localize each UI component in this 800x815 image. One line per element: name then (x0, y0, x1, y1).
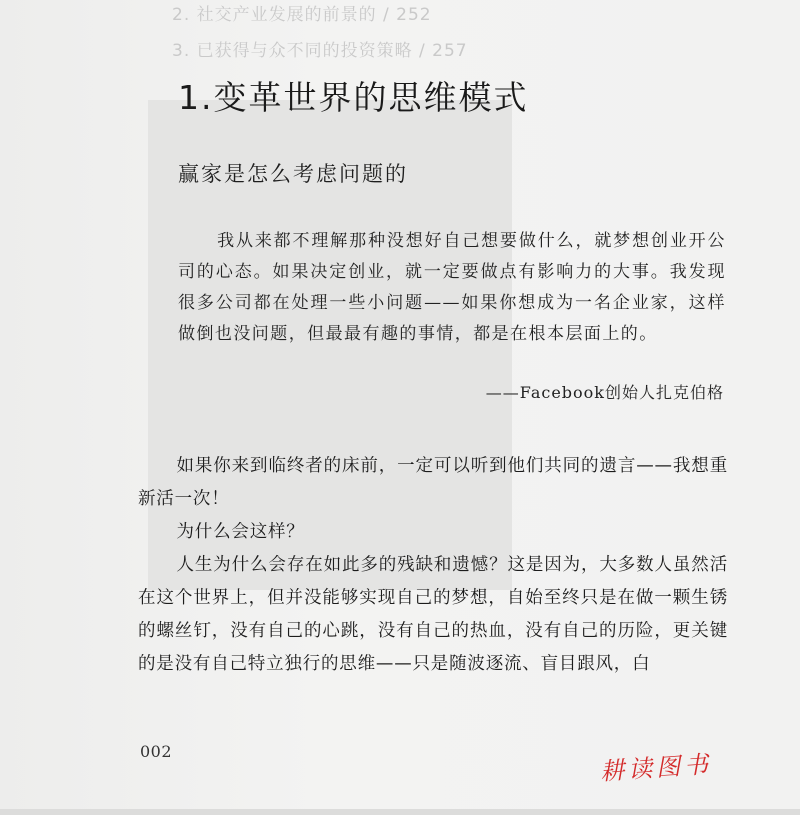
section-title: 赢家是怎么考虑问题的 (178, 162, 408, 186)
quote-attribution: ——Facebook创始人扎克伯格 (485, 383, 724, 402)
body-text (138, 450, 728, 681)
page-number: 002 (140, 742, 173, 761)
quote-text: 我从来都不理解那种没想好自己想要做什么，就梦想创业开公司的心态。如果决定创业，就一定要做点有影响力的大事。我发现很多公司都在处理一些小问题——如果你想成为一名企业家，这样做倒也没问题，但最最有趣的事情，都是在根本层面上的。 (178, 231, 726, 344)
ghost-toc-line: 3. 已获得与众不同的投资策略 / 257 (172, 41, 468, 61)
epigraph-quote (178, 226, 726, 350)
paragraph: 为什么会这样？ (176, 522, 305, 542)
paragraph: 如果你来到临终者的床前，一定可以听到他们共同的遗言——我想重新活一次！ (138, 456, 728, 509)
ghost-toc-line: 2. 社交产业发展的前景的 / 252 (172, 5, 432, 25)
chapter-title: 1.变革世界的思维模式 (178, 78, 529, 117)
page-bottom-edge (0, 809, 800, 815)
publisher-stamp: 耕读图书 (599, 750, 714, 786)
paragraph: 人生为什么会存在如此多的残缺和遗憾？这是因为，大多数人虽然活在这个世界上，但并没能够实现自己的梦想，自始至终只是在做一颗生锈的螺丝钉，没有自己的心跳，没有自己的热血，没有自己的历险，更关键的是没有自己特立独行的思维——只是随波逐流、盲目跟风，白 (138, 555, 728, 674)
